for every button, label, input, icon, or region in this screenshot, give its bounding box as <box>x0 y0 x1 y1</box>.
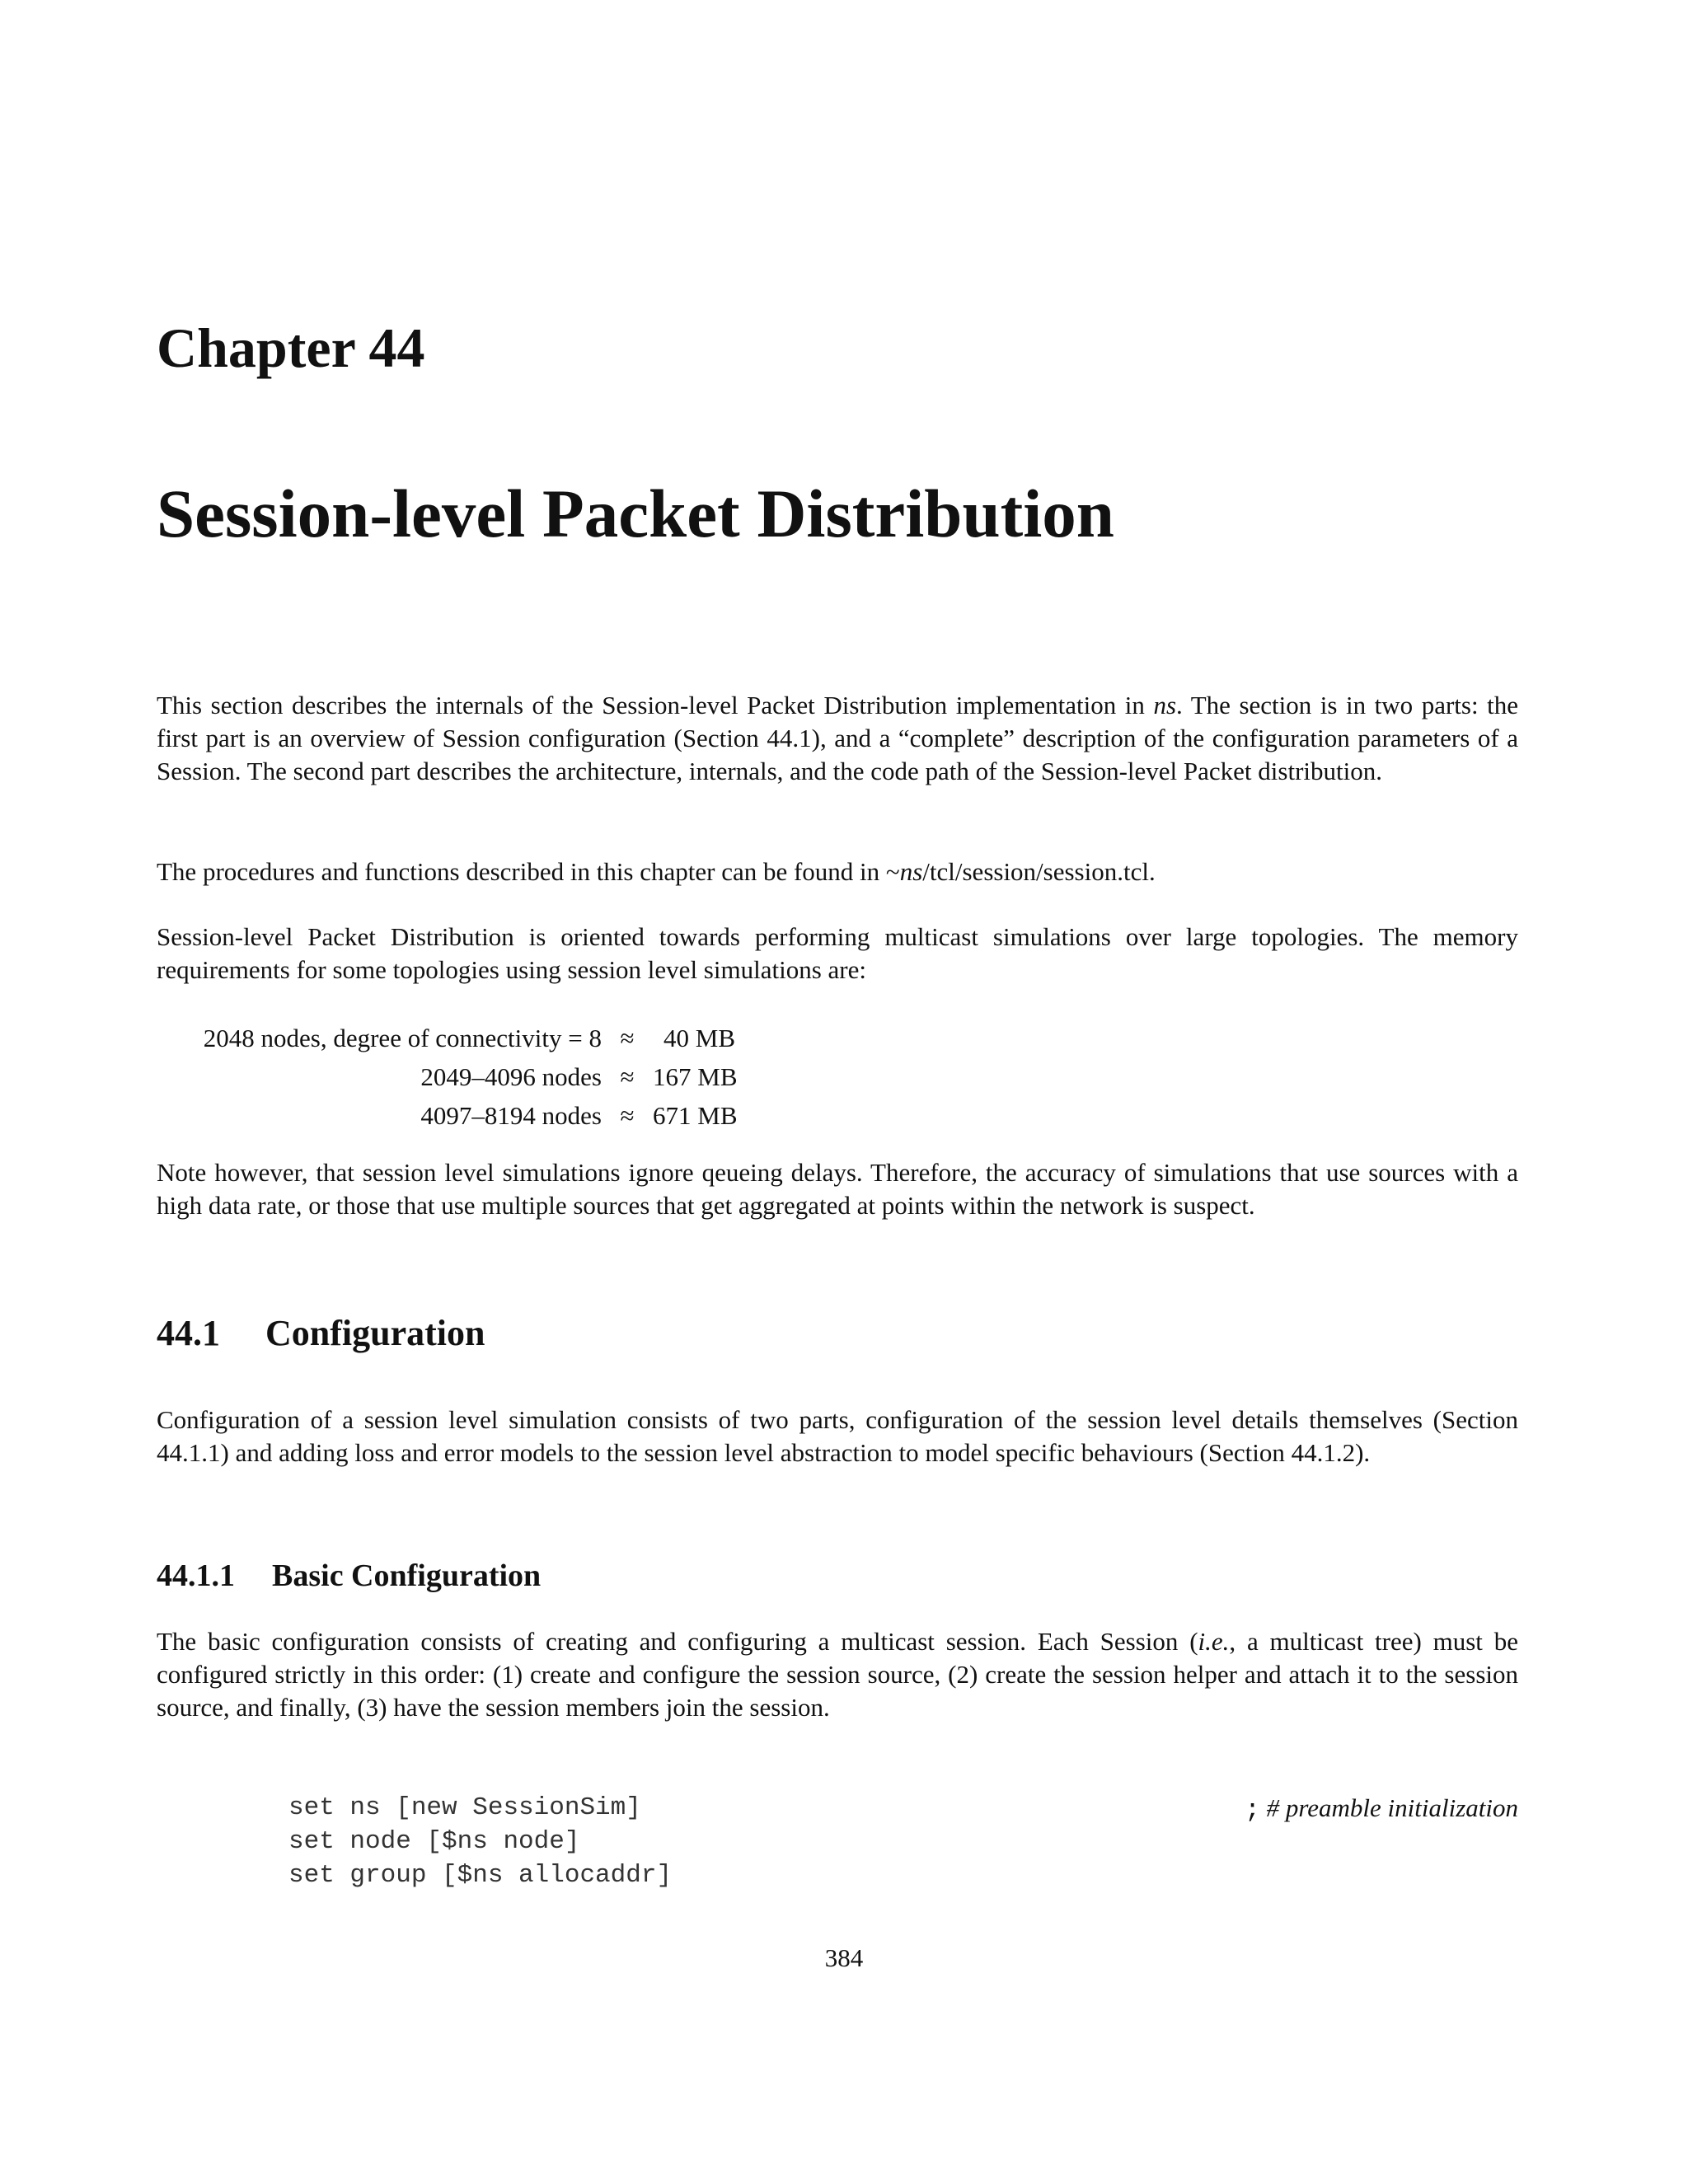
comment-semicolon: ; <box>1245 1796 1260 1825</box>
memory-config: 2048 nodes, degree of connectivity = 8 <box>203 1024 602 1052</box>
subsection-title: Basic Configuration <box>272 1558 542 1593</box>
code-line: set group [$ns allocaddr] <box>288 1861 673 1890</box>
memory-value: 671 MB <box>653 1101 738 1130</box>
approx-symbol: ≈ <box>620 1101 635 1130</box>
subsection-number: 44.1.1 <box>157 1558 235 1593</box>
memory-config: 2049–4096 nodes <box>420 1062 602 1091</box>
memory-value: 167 MB <box>653 1062 738 1091</box>
ns-italic: ns <box>899 857 923 886</box>
section-44-1-paragraph <box>157 1404 1518 1469</box>
approx-symbol: ≈ <box>620 1062 635 1091</box>
intro-p3-text: Session-level Packet Distribution is oriented towards performing multicast simulations over large topologies. The memory requirements for some topologies using session level simulations are: <box>157 922 1518 984</box>
memory-row <box>157 1057 738 1096</box>
intro-p1-text-a: This section describes the internals of the Session-level Packet Distribution implementation in <box>157 691 1154 719</box>
note-paragraph <box>157 1156 1518 1222</box>
intro-paragraph-3 <box>157 921 1518 987</box>
comment-text: # preamble initialization <box>1266 1793 1518 1822</box>
section-heading-44-1-1 <box>157 1558 541 1596</box>
section-heading-44-1 <box>157 1312 485 1356</box>
intro-p2-text-b: /tcl/session/session.tcl. <box>922 857 1156 886</box>
approx-symbol: ≈ <box>620 1024 635 1052</box>
page-number: 384 <box>824 1943 864 1972</box>
section-title: Configuration <box>265 1313 485 1353</box>
code-line: set node [$ns node] <box>288 1827 580 1856</box>
memory-requirements-table <box>157 1019 738 1135</box>
intro-paragraph-2 <box>157 855 1518 888</box>
code-comment <box>1245 1791 1518 1827</box>
ns-italic: ns <box>1153 691 1177 719</box>
section-44-1-text: Configuration of a session level simulation consists of two parts, configuration of the session level details themselves (Section 44.1.1) and adding loss and error models to the session level abstraction to model specific behaviours (Section 44.1.2). <box>157 1405 1518 1467</box>
intro-paragraph-1 <box>157 689 1518 788</box>
memory-row <box>157 1096 738 1135</box>
memory-value: 40 MB <box>663 1024 735 1052</box>
code-line: set ns [new SessionSim] <box>288 1793 641 1822</box>
section-number: 44.1 <box>157 1313 220 1353</box>
memory-config: 4097–8194 nodes <box>420 1101 602 1130</box>
subsection-text-b: , a multicast tree) must be configured strictly in this order: (1) create and configure the session source, (2) create the session helper and attach it to the session source, and finally, (3) have the session members join the session. <box>157 1627 1518 1722</box>
ie-italic: i.e. <box>1198 1627 1230 1656</box>
section-44-1-1-paragraph <box>157 1625 1518 1724</box>
intro-p2-text-a: The procedures and functions described in this chapter can be found in ~ <box>157 857 900 886</box>
chapter-title: Session-level Packet Distribution <box>157 476 1114 551</box>
intro-p1-text-b: . The section is in two parts: the first part is an overview of Session configuration (Section 44.1), and a “complete” description of the configuration parameters of a Session. The second part describes the architecture, internals, and the code path of the Session-level Packet distribution. <box>157 691 1518 785</box>
subsection-text-a: The basic configuration consists of creating and configuring a multicast session. Each Session ( <box>157 1627 1198 1656</box>
memory-row <box>157 1019 735 1057</box>
code-block <box>288 1791 672 1892</box>
note-text: Note however, that session level simulations ignore qeueing delays. Therefore, the accuracy of simulations that use sources with a high data rate, or those that use multiple sources that get aggregated at points within the network is suspect. <box>157 1158 1518 1220</box>
chapter-label: Chapter 44 <box>157 316 425 379</box>
